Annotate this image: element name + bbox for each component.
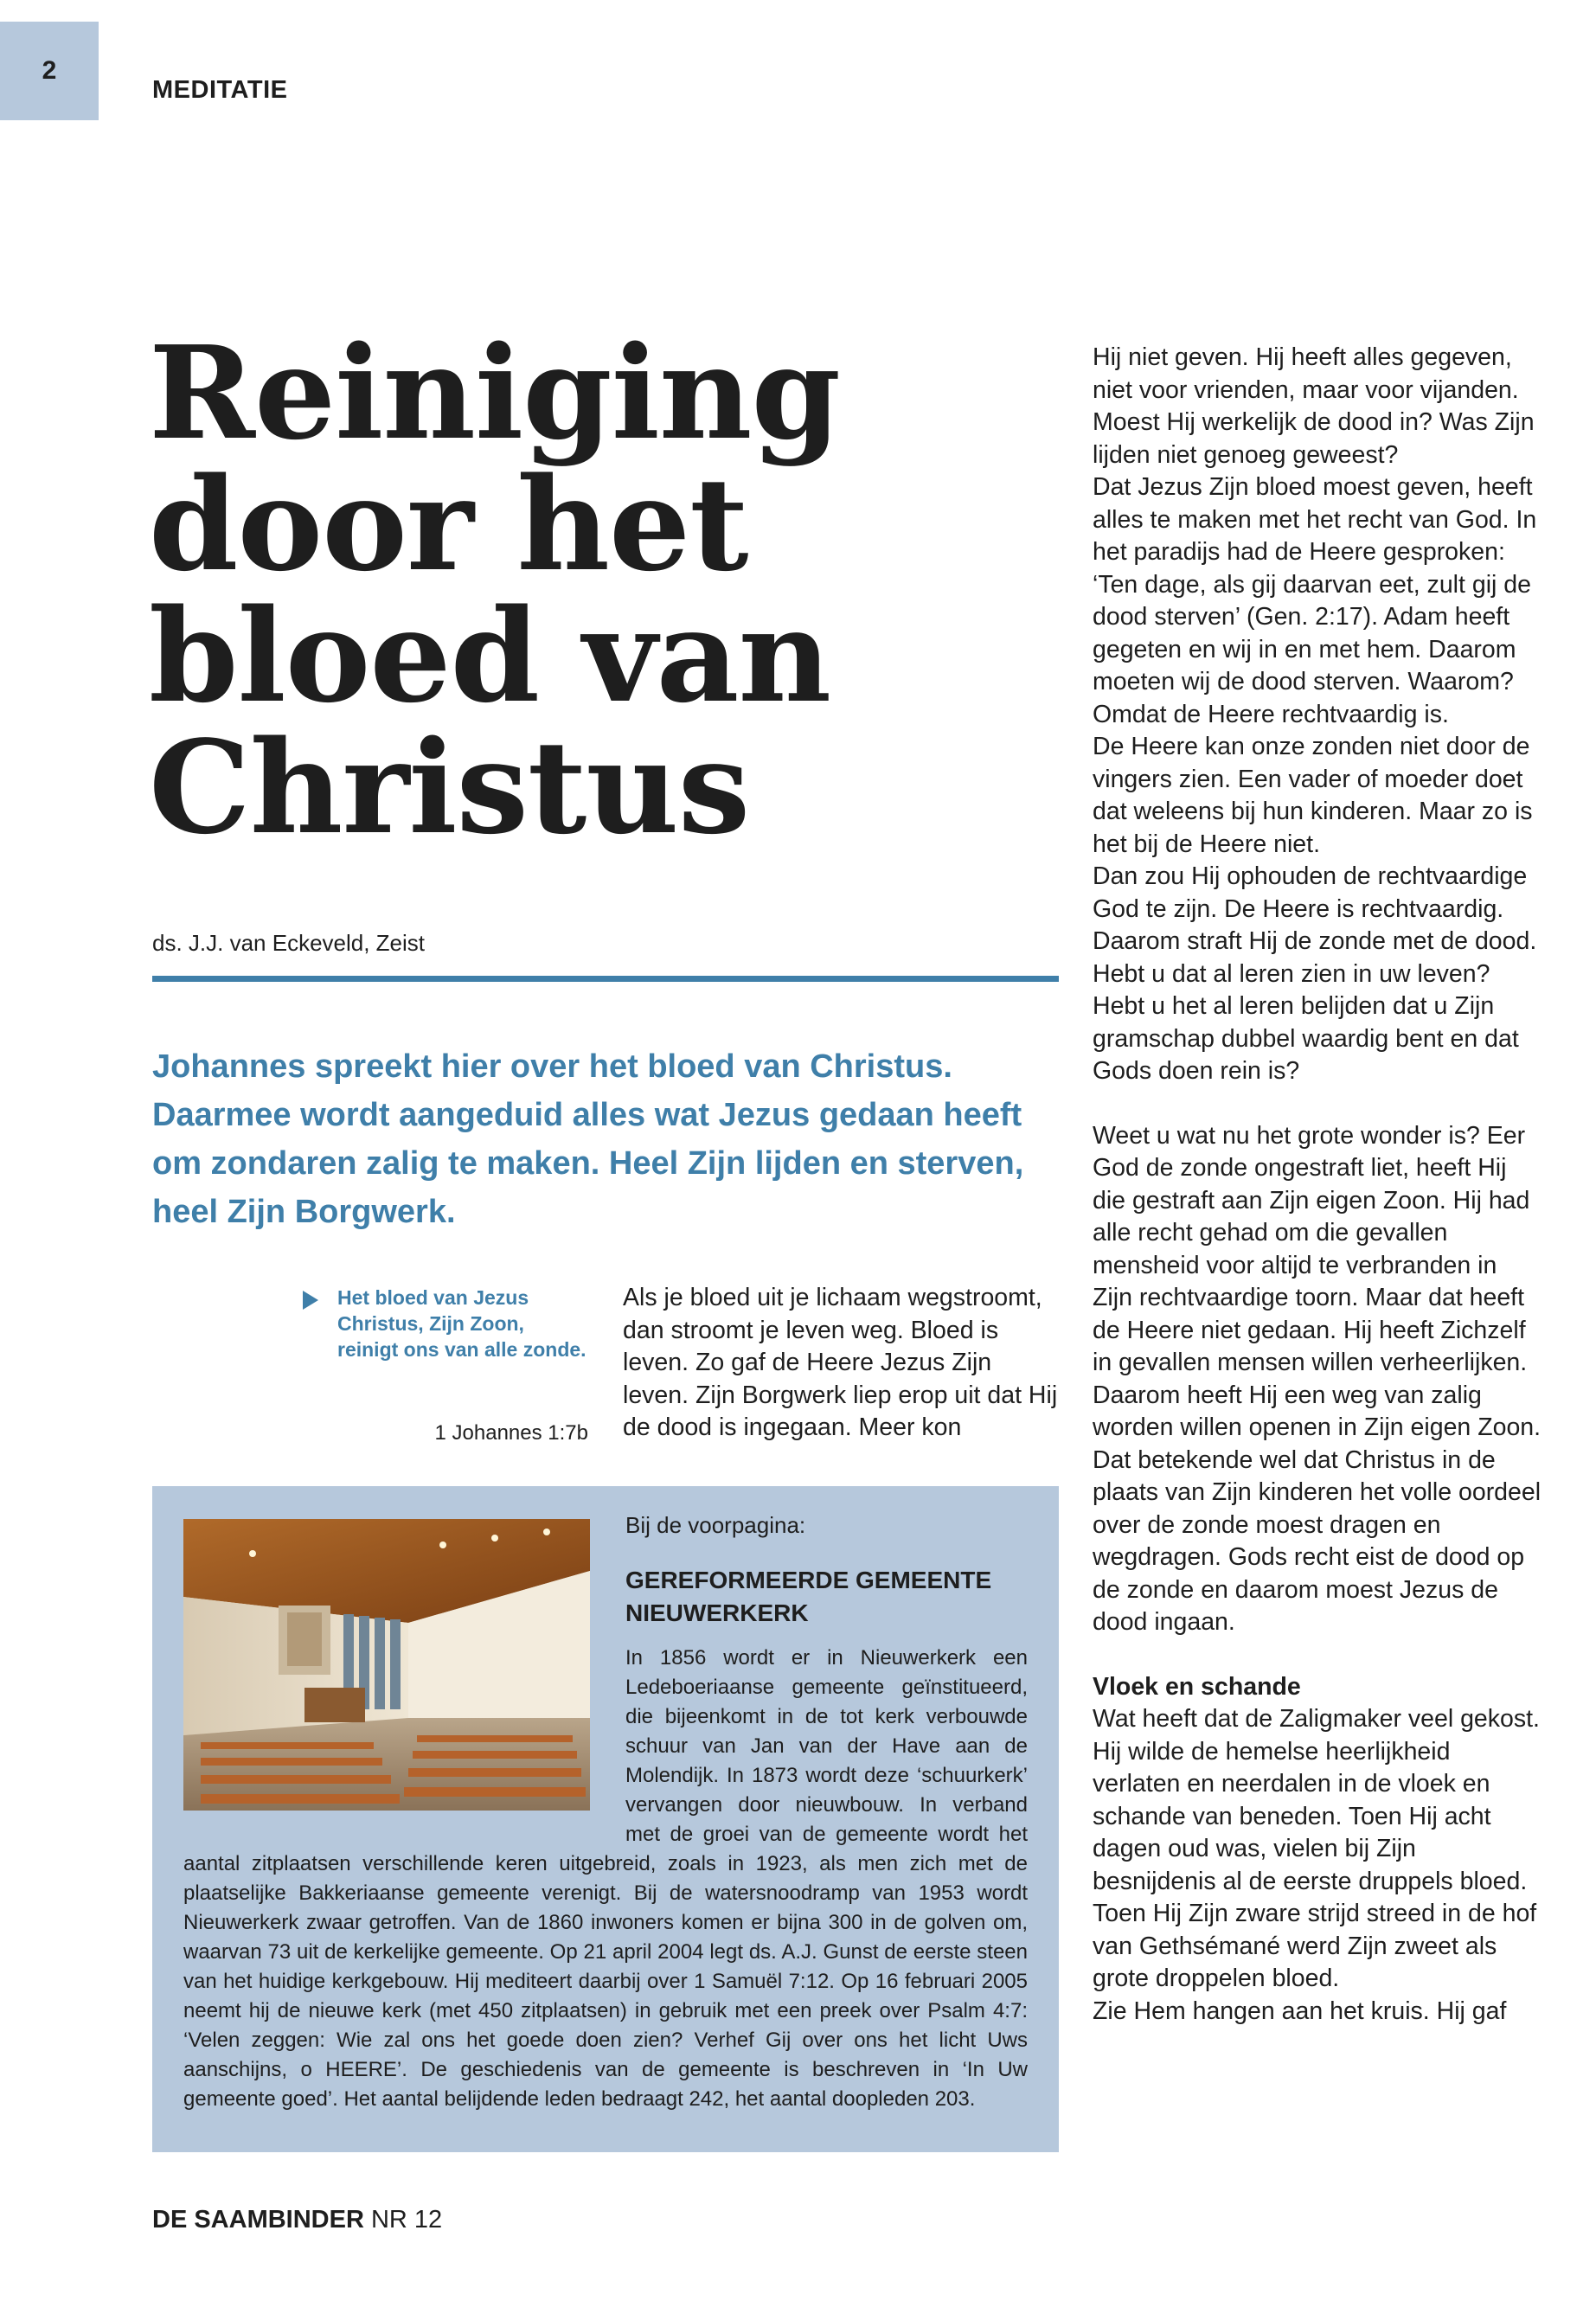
issue-number: NR 12 — [370, 2206, 443, 2234]
paragraph: Dat betekende wel dat Christus in de plaats van Zijn kinderen het volle oordeel over de zonde moest dragen en wegdragen. Gods recht eist de dood op de zonde en daarom moest Jezus de dood ingaan. — [1093, 1445, 1542, 1636]
author-byline: ds. J.J. van Eckeveld, Zeist — [152, 930, 426, 956]
article-title — [149, 317, 1040, 862]
magazine-name: DE SAAMBINDER — [152, 2206, 364, 2234]
title-line: Reiniging — [149, 317, 841, 468]
paragraph: Zie Hem hangen aan het kruis. Hij gaf — [1093, 1997, 1507, 2025]
title-line: Christus — [149, 712, 750, 862]
triangle-arrow-icon — [303, 1291, 318, 1310]
paragraph: Weet u wat nu het grote wonder is? Eer God de zonde ongestraft liet, heeft Hij die gestraft aan Zijn eigen Zoon. Hij had alle recht gehad om die gevallen mensheid voor altijd te verbranden in Zijn rechtvaardige toorn. Maar dat heeft de Heere niet gedaan. Hij heeft Zichzelf in gevallen mensen willen verheerlijken. Daarom heeft Hij een weg van zalig worden willen openen in Zijn eigen Zoon. — [1093, 1121, 1542, 1441]
paragraph: Dat Jezus Zijn bloed moest geven, heeft alles te maken met het recht van God. In het paradijs had de Heere gesproken: ‘Ten dage, als gij daarvan eet, zult gij de dood sterven’ (Gen. 2:17). Adam heeft gegeten en wij in en met hem. Daarom moeten wij de dood sterven. Waarom? Omdat de Heere rechtvaardig is. — [1093, 473, 1537, 728]
section-label: MEDITATIE — [152, 76, 288, 104]
cover-info-box — [152, 1486, 1059, 2152]
paragraph: Hij niet geven. Hij heeft alles gegeven, niet voor vrienden, maar voor vijanden. — [1093, 343, 1519, 404]
caption-title: GEREFORMEERDE GEMEENTE NIEUWERKERK — [625, 1567, 992, 1626]
divider-rule — [152, 976, 1059, 982]
quote-reference: 1 Johannes 1:7b — [434, 1421, 588, 1445]
right-column — [1093, 342, 1542, 2028]
subheading: Vloek en schande — [1093, 1672, 1301, 1701]
title-line: bloed van — [149, 580, 831, 731]
paragraph: Moest Hij werkelijk de dood in? Was Zijn lijden niet genoeg geweest? — [1093, 408, 1535, 469]
body-intro: Als je bloed uit je lichaam wegstroomt, dan stroomt je leven weg. Bloed is leven. Zo gaf de Heere Jezus Zijn leven. Zijn Borgwerk liep erop uit dat Hij de dood is ingegaan. Meer kon — [623, 1284, 1058, 1441]
bible-quote — [303, 1285, 588, 1445]
caption-label: Bij de voorpagina: — [625, 1512, 806, 1538]
page-number: 2 — [0, 22, 99, 120]
paragraph: Dan zou Hij ophouden de rechtvaardige God te zijn. De Heere is rechtvaardig. Daarom straft Hij de zonde met de dood. Hebt u dat al leren zien in uw leven? Hebt u het al leren belijden dat u Zijn gramschap dubbel waardig bent en dat Gods doen rein is? — [1093, 862, 1537, 1085]
caption-body-text: In 1856 wordt er in Nieuwerkerk een Ledeboeriaanse gemeente geïnstitueerd, die bijeenkomt in de tot kerk verbouwde schuur van Jan van der Have aan de Molendijk. In 1873 wordt deze ‘schuurkerk’ vervangen door nieuwbouw. In verband met de groei van de gemeente wordt het aantal zitplaatsen verschillende keren uitgebreid, zoals in 1923, als men zich met de plaatselijke Bakkeriaanse gemeente verenigt. Bij de watersnoodramp van 1953 wordt Nieuwerkerk zwaar getroffen. Van de 1860 inwoners komen er bijna 300 in de golven om, waarvan 73 uit de kerkelijke gemeente. Op 21 april 2004 legt ds. A.J. Gunst de eerste steen van het huidige kerkgebouw. Hij mediteert daarbij over 1 Samuël 7:12. Op 16 februari 2005 neemt hij de nieuwe kerk (met 450 zitplaatsen) in gebruik met een preek over Psalm 4:7: ‘Velen zeggen: Wie zal ons het goede doen zien? Verhef Gij over ons het licht Uws aanschijns, o HEERE’. De geschiedenis van de gemeente is beschreven in ‘In Uw gemeente goed’. Het aantal belijdende leden bedraagt 242, het aantal doopleden 203. — [183, 1646, 1028, 2111]
lead-paragraph: Johannes spreekt hier over het bloed van Christus. Daarmee wordt aangeduid alles wat Jezus gedaan heeft om zondaren zalig te maken. Heel Zijn lijden en sterven, heel Zijn Borgwerk. — [152, 1048, 1024, 1230]
paragraph: De Heere kan onze zonden niet door de vingers zien. Een vader of moeder doet dat weleens bij hun kinderen. Maar zo is het bij de Heere niet. — [1093, 733, 1533, 858]
quote-text: Het bloed van Jezus Christus, Zijn Zoon, reinigt ons van alle zonde. — [337, 1286, 586, 1361]
caption-body — [183, 1644, 1028, 2114]
paragraph: Wat heeft dat de Zaligmaker veel gekost. Hij wilde de hemelse heerlijkheid verlaten en neerdalen in de vloek en schande van beneden. Toen Hij acht dagen oud was, vielen bij Zijn besnijdenis al de eerste druppels bloed. Toen Hij Zijn zware strijd streed in de hof van Gethsémané werd Zijn zweet als grote droppelen bloed. — [1093, 1705, 1540, 1992]
title-line: door het — [149, 449, 748, 599]
footer-magazine — [152, 2206, 442, 2234]
